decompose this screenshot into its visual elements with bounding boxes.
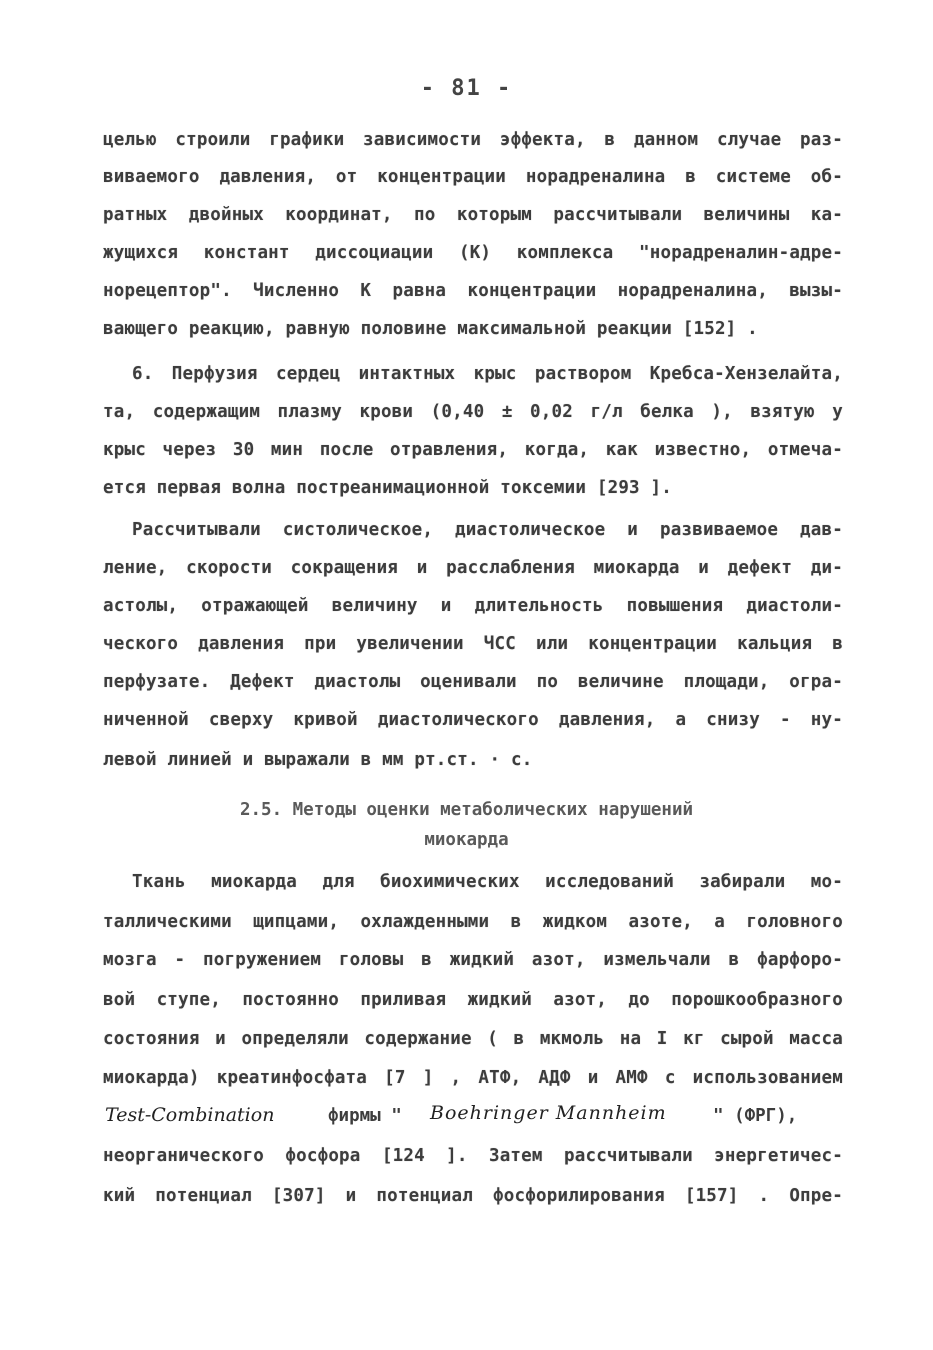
section-heading: 2.5. Методы оценки метаболических нарушений bbox=[239, 800, 694, 820]
text-line: целью строили графики зависимости эффекта, в данном случае раз- bbox=[103, 130, 843, 150]
handwritten-manufacturer: Boehringer Mannheim bbox=[430, 1102, 667, 1124]
text-line: миокарда) креатинфосфата [7 ] , АТФ, АДФ и АМФ с использованием bbox=[103, 1068, 843, 1088]
typed-country: " (ФРГ), bbox=[713, 1106, 798, 1126]
text-line: кий потенциал [307] и потенциал фосфорилирования [157] . Опре- bbox=[103, 1186, 843, 1206]
text-line: вой ступе, постоянно приливая жидкий азот, до порошкообразного bbox=[103, 990, 843, 1010]
text-line: ется первая волна постреанимационной токсемии [293 ]. bbox=[103, 478, 673, 498]
text-line: 6. Перфузия сердец интактных крыс раствором Кребса-Хензелайта, bbox=[132, 364, 843, 384]
section-heading-continued: миокарда bbox=[424, 830, 509, 850]
text-line: астолы, отражающей величину и длительность повышения диастоли- bbox=[103, 596, 843, 616]
text-line: та, содержащим плазму крови (0,40 ± 0,02 г/л белка ), взятую у bbox=[103, 402, 843, 422]
text-line: перфузате. Дефект диастолы оценивали по величине площади, огра- bbox=[103, 672, 843, 692]
text-line: ратных двойных координат, по которым рассчитывали величины ка- bbox=[103, 205, 843, 225]
text-line: норецептор". Численно К равна концентрации норадреналина, вызы- bbox=[103, 281, 843, 301]
text-line: крыс через 30 мин после отравления, когда, как известно, отмеча- bbox=[103, 440, 843, 460]
text-line: таллическими щипцами, охлажденными в жидком азоте, а головного bbox=[103, 912, 843, 932]
text-line: ниченной сверху кривой диастолического давления, а снизу - ну- bbox=[103, 710, 843, 730]
typed-firm: фирмы " bbox=[328, 1106, 402, 1126]
text-line: неорганического фосфора [124 ]. Затем рассчитывали энергетичес- bbox=[103, 1146, 843, 1166]
text-line: ческого давления при увеличении ЧСС или концентрации кальция в bbox=[103, 634, 843, 654]
text-line: Ткань миокарда для биохимических исследований забирали мо- bbox=[132, 872, 843, 892]
text-line: ление, скорости сокращения и расслабления миокарда и дефект ди- bbox=[103, 558, 843, 578]
handwritten-test-combination: Test-Combination bbox=[105, 1104, 275, 1126]
text-line: жущихся констант диссоциации (К) комплекса "норадреналин-адре- bbox=[103, 243, 843, 263]
text-line: вающего реакцию, равную половине максимальной реакции [152] . bbox=[103, 319, 758, 339]
text-line: Рассчитывали систолическое, диастолическое и развиваемое дав- bbox=[132, 520, 843, 540]
text-line: виваемого давления, от концентрации норадреналина в системе об- bbox=[103, 167, 843, 187]
text-line: состояния и определяли содержание ( в мкмоль на I кг сырой масса bbox=[103, 1029, 843, 1049]
text-line: левой линией и выражали в мм рт.ст. · с. bbox=[103, 750, 533, 770]
text-line: мозга - погружением головы в жидкий азот, измельчали в фарфоро- bbox=[103, 950, 843, 970]
page-number: - 81 - bbox=[420, 76, 513, 101]
